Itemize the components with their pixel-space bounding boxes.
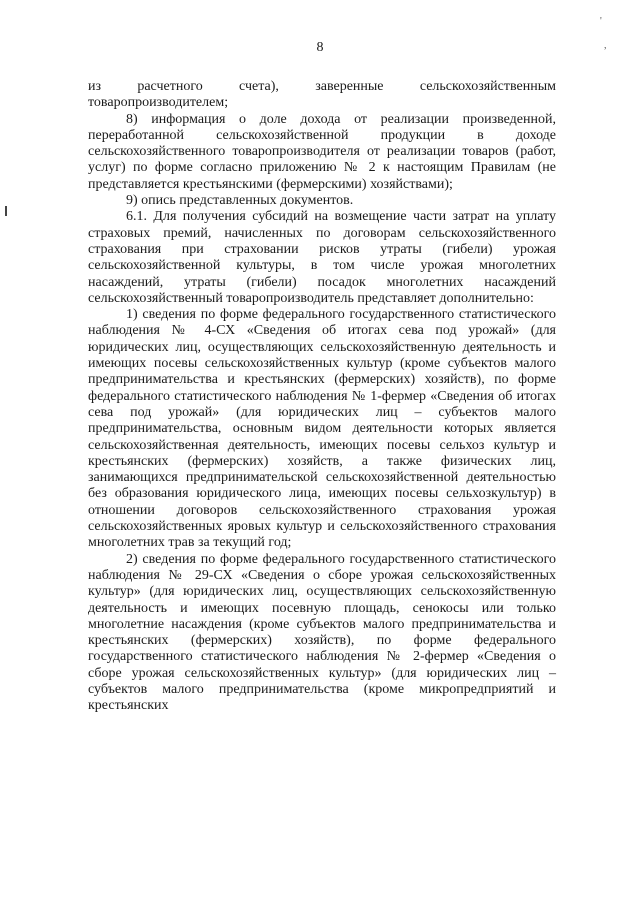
scan-mark: , [604, 40, 607, 51]
paragraph-continuation: из расчетного счета), заверенные сельскохозяйственным товаропроизводителем; [88, 79, 556, 111]
paragraph-subitem-2: 2) сведения по форме федерального государственного статистического наблюдения № 29-СХ «Сведения о сборе урожая сельскохозяйственных культур» (для юридических лиц, осуществляющих сельскохозяйственную деятельность и имеющих посевную площадь, сенокосы или только многолетние насаждения (кроме субъектов малого предпринимательства и крестьянских (фермерских) хозяйств), по форме федерального государственного статистического наблюдения № 2-фермер «Сведения о сборе урожая сельскохозяйственных культур» (для юридических лиц – субъектов малого предпринимательства (кроме микропредприятий и крестьянских [88, 551, 556, 714]
paragraph-item-8: 8) информация о доле дохода от реализации произведенной, переработанной сельскохозяйственной продукции в доходе сельскохозяйственного товаропроизводителя от реализации товаров (работ, услуг) по форме согласно приложению № 2 к настоящим Правилам (не представляется крестьянскими (фермерскими) хозяйствами); [88, 111, 556, 192]
scan-artifact-line [5, 206, 7, 216]
paragraph-section-6-1: 6.1. Для получения субсидий на возмещение части затрат на уплату страховых премий, начисленных по договорам сельскохозяйственного страхования при страховании рисков утраты (гибели) урожая сельскохозяйственной культуры, в том числе урожая многолетних насаждений, утраты (гибели) посадок многолетних насаждений сельскохозяйственный товаропроизводитель представляет дополнительно: [88, 209, 556, 306]
page-number: 8 [316, 40, 324, 55]
scan-mark: ' [600, 16, 602, 27]
paragraph-item-9: 9) опись представленных документов. [126, 193, 354, 209]
document-body [88, 79, 556, 715]
paragraph-subitem-1: 1) сведения по форме федерального государственного статистического наблюдения № 4-СХ «Сведения об итогах сева под урожай» (для юридических лиц, осуществляющих сельскохозяйственную деятельность и имеющих посевы сельскохозяйственных культур (кроме субъектов малого предпринимательства и крестьянских (фермерских) хозяйств), по форме федерального статистического наблюдения № 1-фермер «Сведения об итогах сева под урожай» (для юридических лиц – субъектов малого предпринимательства, основным видом деятельности которых является сельскохозяйственная деятельность, имеющих посевы сельхоз культур и крестьянских (фермерских) хозяйств, а также физических лиц, занимающихся предпринимательской сельскохозяйственной деятельностью без образования юридического лица, имеющих посевы сельхозкультур) в отношении договоров сельскохозяйственного страхования урожая сельскохозяйственных яровых культур и сельскохозяйственного страхования многолетних трав за текущий год; [88, 307, 556, 551]
